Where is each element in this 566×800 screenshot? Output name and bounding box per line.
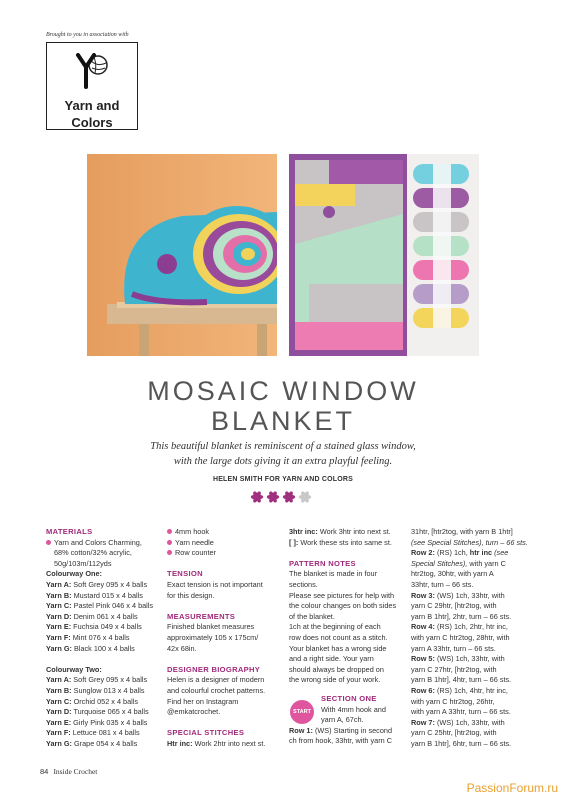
row-key: Row 7: <box>411 717 435 727</box>
stitch-value: Work 3htr into next st. <box>317 527 391 536</box>
yarn-value: Pastel Pink 046 x 4 balls <box>71 601 154 611</box>
yarn-value: Denim 061 x 4 balls <box>71 611 138 621</box>
text-line <box>289 675 407 686</box>
yarn-item <box>46 697 164 708</box>
measurements-text <box>167 622 285 654</box>
pattern-notes-heading: PATTERN NOTES <box>289 558 356 568</box>
text-span: Please see pictures for help with <box>289 590 395 600</box>
yarn-value: Turquoise 065 x 4 balls <box>71 707 149 717</box>
text-line <box>289 601 407 612</box>
title-line1: MOSAIC WINDOW <box>147 376 419 406</box>
yarn-key: Yarn G: <box>46 738 72 748</box>
yarn-balls-icon <box>413 164 469 328</box>
text-line <box>167 707 285 718</box>
row-text: yarn C 27htr, [htr2tog, with <box>411 664 497 674</box>
row-key: Row 1: <box>289 725 313 735</box>
materials-heading: MATERIALS <box>46 527 93 536</box>
text-line <box>289 644 407 655</box>
bullet-icon <box>167 550 172 555</box>
special-stitch-htr-inc <box>167 739 285 750</box>
tools-column <box>167 527 285 749</box>
text-line <box>167 580 285 591</box>
stitch-key: Htr inc: <box>167 738 193 748</box>
row-text: yarn A 33htr, turn – 66 sts. <box>411 643 496 653</box>
yarn-item <box>46 580 164 591</box>
materials-line <box>46 538 164 549</box>
yarn-value: Black 100 x 4 balls <box>71 643 135 653</box>
row-text: 33htr, turn – 66 sts. <box>411 579 474 589</box>
text-span: the colour changes on both sides <box>289 601 397 611</box>
yarn-item <box>46 686 164 697</box>
text-line <box>289 633 407 644</box>
row-text: with yarn C htr2tog, 28htr, with <box>411 632 510 642</box>
yarn-item <box>46 707 164 718</box>
text-span: and a right side. Your yarn <box>289 654 374 664</box>
text-line <box>167 697 285 708</box>
colourway-one-list <box>46 580 164 654</box>
difficulty-star-filled-icon <box>266 490 280 504</box>
text-line <box>167 675 285 686</box>
text-line <box>289 612 407 623</box>
row-3 <box>411 591 529 602</box>
yarn-key: Yarn D: <box>46 611 72 621</box>
text-span: should always be dropped on <box>289 664 384 674</box>
materials-line: 50g/103m/112yds <box>54 558 112 568</box>
yarn-key: Yarn D: <box>46 707 72 717</box>
stitch-value: Work 2htr into next st. <box>192 738 266 748</box>
yarn-item <box>46 739 164 750</box>
row-key: Row 3: <box>411 590 435 600</box>
text-span: and colourful crochet patterns. <box>167 685 266 695</box>
row-text: (RS) 1ch, 4htr, htr inc, <box>434 685 508 695</box>
text-span: 1ch at the beginning of each <box>289 622 381 632</box>
row-text: (WS) 1ch, 33htr, with <box>434 654 505 664</box>
text-span: Helen is a designer of modern <box>167 675 265 685</box>
yarn-key: Yarn E: <box>46 622 72 632</box>
pattern-notes-text <box>289 569 407 686</box>
difficulty-rating <box>250 490 312 504</box>
intro-line2: with the large dots giving it an extra playful feeling. <box>173 456 393 467</box>
text-span: Yarn needle <box>175 537 214 547</box>
yarn-value: Girly Pink 035 x 4 balls <box>71 717 148 727</box>
row-text: (WS) Starting in second <box>312 725 393 735</box>
special-stitches-heading: SPECIAL STITCHES <box>167 728 245 738</box>
text-span: Find her on Instagram <box>167 696 239 706</box>
sponsor-credit: Brought to you in association with <box>46 32 129 38</box>
yarn-item <box>46 675 164 686</box>
text-line <box>289 665 407 676</box>
text-line <box>289 591 407 602</box>
text-span: row does not count as a stitch. <box>289 632 388 642</box>
row-text: (WS) 1ch, 33htr, with <box>434 717 505 727</box>
brand-logo-line1: Yarn and <box>64 98 120 113</box>
yarn-item <box>46 718 164 729</box>
colourway-two-heading: Colourway Two: <box>46 664 102 674</box>
text-span: @emkatcrochet. <box>167 707 221 717</box>
materials-line: 68% cotton/32% acrylic, <box>54 548 132 558</box>
yarn-value: Grape 054 x 4 balls <box>71 738 138 748</box>
yarn-item <box>46 612 164 623</box>
row-text: 31htr, [htr2tog, with yarn B 1htr] <box>411 527 513 536</box>
yarn-key: Yarn B: <box>46 685 72 695</box>
difficulty-star-empty-icon <box>298 490 312 504</box>
row-2 <box>411 548 529 559</box>
tool-item <box>167 538 285 549</box>
tools-list <box>167 527 285 559</box>
row-text: (RS) 1ch, <box>434 548 470 558</box>
difficulty-star-filled-icon <box>250 490 264 504</box>
row-text: (RS) 1ch, 2htr, htr inc, <box>434 622 508 632</box>
row-key: Row 2: <box>411 548 435 558</box>
text-span: of the blanket. <box>289 611 335 621</box>
text-span: Finished blanket measures <box>167 622 255 632</box>
text-span: Row counter <box>175 548 216 558</box>
measurements-heading: MEASUREMENTS <box>167 611 236 621</box>
brand-logo <box>46 42 138 130</box>
page-footer <box>40 767 97 776</box>
row-1 <box>289 726 407 737</box>
page-number: 84 <box>40 767 49 776</box>
row-text: ch from hook, 33htr, with yarn C <box>289 736 393 746</box>
row-key: Row 5: <box>411 654 435 664</box>
row-5 <box>411 654 529 665</box>
colourway-one-heading: Colourway One: <box>46 569 102 579</box>
section-one-heading: SECTION ONE <box>321 693 377 703</box>
yarn-item <box>46 622 164 633</box>
yarn-key: Yarn A: <box>46 579 72 589</box>
yarn-key: Yarn F: <box>46 728 71 738</box>
text-line <box>167 591 285 602</box>
designer-bio-text <box>167 675 285 717</box>
special-stitch-3htr-inc <box>289 527 407 538</box>
row-text: (see Special Stitches), turn – 66 sts. <box>411 537 528 547</box>
row-4 <box>411 622 529 633</box>
yarn-key: Yarn C: <box>46 601 72 611</box>
row-text: with yarn A 33htr, turn – 66 sts. <box>411 707 511 717</box>
row-text: yarn B 1htr], 6htr, turn – 66 sts. <box>411 738 512 748</box>
brand-logo-line2: Colors <box>71 115 113 130</box>
yarn-value: Mint 076 x 4 balls <box>70 632 130 642</box>
special-stitch-brackets <box>289 538 407 549</box>
start-badge: START <box>290 700 314 724</box>
magazine-name: Inside Crochet <box>53 767 98 776</box>
yarn-item <box>46 728 164 739</box>
yarn-key: Yarn B: <box>46 590 72 600</box>
yarn-value: Soft Grey 095 x 4 balls <box>71 675 148 685</box>
tension-text <box>167 580 285 601</box>
row-text <box>411 559 529 570</box>
yarn-item <box>46 633 164 644</box>
text-line <box>167 622 285 633</box>
text-line <box>289 580 407 591</box>
bullet-icon <box>46 540 51 545</box>
row-6 <box>411 686 529 697</box>
instructions-column <box>411 527 529 749</box>
bullet-icon <box>167 529 172 534</box>
row-7 <box>411 718 529 729</box>
tension-heading: TENSION <box>167 569 203 579</box>
yarn-key: Yarn C: <box>46 696 72 706</box>
yarn-key: Yarn F: <box>46 632 71 642</box>
colourway-two-list <box>46 675 164 749</box>
stitch-value: Work these sts into same st. <box>298 537 392 547</box>
title-line2: BLANKET <box>210 406 356 436</box>
row-text: Special Stitches), <box>411 558 468 568</box>
row-text: (WS) 1ch, 33htr, with <box>434 590 505 600</box>
row-text: yarn C 25htr, [htr2tog, with <box>411 728 497 738</box>
row-text: htr inc <box>469 548 493 558</box>
difficulty-star-filled-icon <box>282 490 296 504</box>
yarn-key: Yarn A: <box>46 675 72 685</box>
row-text: with yarn C htr2tog, 26htr, <box>411 696 495 706</box>
text-line <box>167 644 285 655</box>
text-span: for this design. <box>167 590 215 600</box>
row-key: Row 6: <box>411 685 435 695</box>
stitch-key: 3htr inc: <box>289 527 318 536</box>
yarn-key: Yarn G: <box>46 643 72 653</box>
intro-line1: This beautiful blanket is reminiscent of a stained glass window, <box>150 441 416 452</box>
text-span: the wrong side of your work. <box>289 675 381 685</box>
section-one-line: With 4mm hook and <box>321 704 386 714</box>
intro-text <box>90 439 476 469</box>
text-line <box>289 654 407 665</box>
materials-column <box>46 527 164 749</box>
byline: HELEN SMITH FOR YARN AND COLORS <box>212 476 354 483</box>
row-text: yarn B 1htr], 4htr, turn – 66 sts. <box>411 675 512 685</box>
text-span: 4mm hook <box>175 527 210 536</box>
text-line <box>167 686 285 697</box>
yarn-value: Mustard 015 x 4 balls <box>71 590 143 600</box>
tool-item <box>167 527 285 538</box>
photo-blanket-with-yarn <box>289 154 479 356</box>
yarn-item <box>46 601 164 612</box>
materials-text: Yarn and Colors Charming, <box>54 537 142 547</box>
stitch-key: [ ]: <box>289 537 299 547</box>
text-span: approximately 105 x 175cm/ <box>167 632 259 642</box>
designer-bio-heading: DESIGNER BIOGRAPHY <box>167 664 261 674</box>
text-line <box>289 622 407 633</box>
yarn-item <box>46 644 164 655</box>
row-key: Row 4: <box>411 622 435 632</box>
yarn-key: Yarn E: <box>46 717 72 727</box>
watermark: PassionForum.ru <box>436 776 566 800</box>
yarn-value: Soft Grey 095 x 4 balls <box>71 579 148 589</box>
brand-logo-text <box>47 97 137 131</box>
row-text: yarn B 1htr], 2htr, turn – 66 sts. <box>411 611 512 621</box>
yarn-value: Fuchsia 049 x 4 balls <box>71 622 142 632</box>
row-text: htr2tog, 30htr, with yarn A <box>411 569 494 579</box>
yarn-value: Sunglow 013 x 4 balls <box>71 685 145 695</box>
text-span: sections. <box>289 579 318 589</box>
text-span: Exact tension is not important <box>167 579 263 589</box>
text-line <box>167 633 285 644</box>
yarn-ball-logo-icon <box>70 53 114 89</box>
text-span: Your blanket has a wrong side <box>289 643 387 653</box>
yarn-value: Orchid 052 x 4 balls <box>71 696 139 706</box>
page-title <box>0 376 566 436</box>
row-text: yarn C 29htr, [htr2tog, with <box>411 601 497 611</box>
text-span: 42x 68in. <box>167 643 197 653</box>
bullet-icon <box>167 540 172 545</box>
text-line <box>289 569 407 580</box>
tool-item <box>167 548 285 559</box>
row-text: (see <box>492 548 509 558</box>
text-span: The blanket is made in four <box>289 569 378 579</box>
yarn-value: Lettuce 081 x 4 balls <box>70 728 140 738</box>
photo-rolled-blanket <box>87 154 277 356</box>
section-one-line: yarn A, 67ch. <box>321 715 364 725</box>
yarn-item <box>46 591 164 602</box>
row-text: with yarn C <box>467 558 506 568</box>
